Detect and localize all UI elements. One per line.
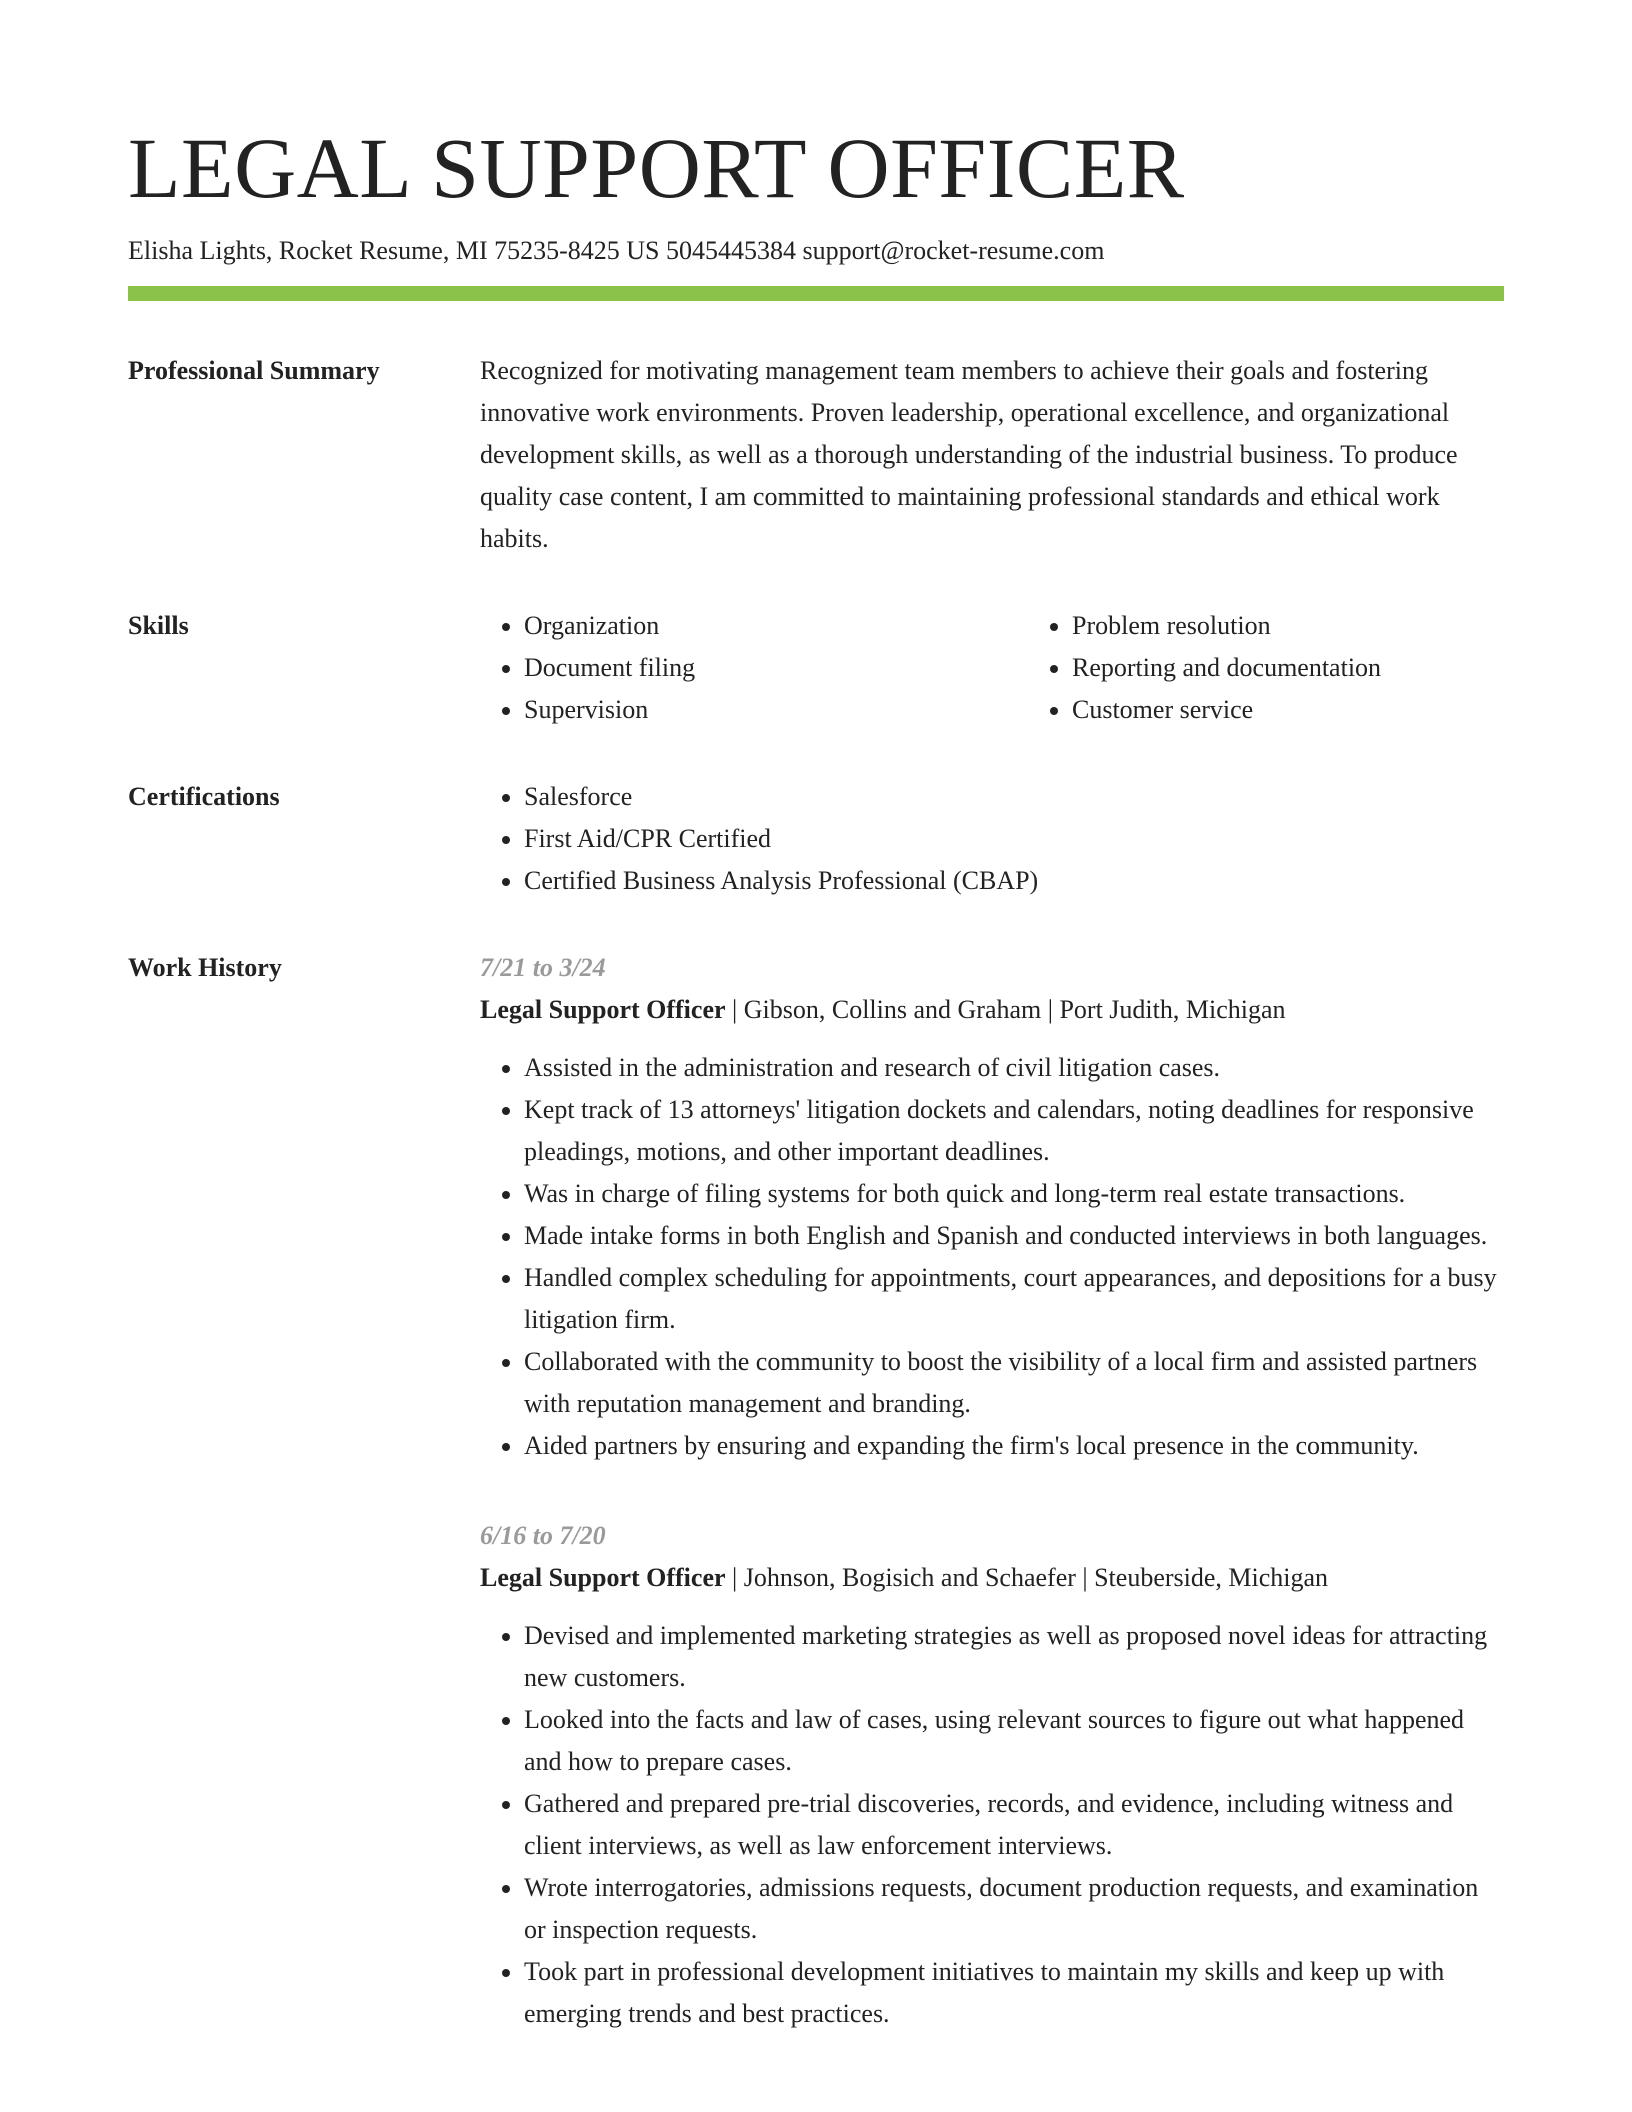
- job-bullet: • Handled complex scheduling for appointments, court appearances, and depositions for a busy litigation firm.: [524, 1257, 1504, 1341]
- skill-item: • Organization: [524, 605, 1028, 647]
- skills-list-right: [1028, 605, 1576, 731]
- certifications-content: [480, 776, 1504, 902]
- certification-item: • First Aid/CPR Certified: [524, 818, 1504, 860]
- job-bullet: • Took part in professional development initiatives to maintain my skills and keep up with emerging trends and best practices.: [524, 1951, 1504, 2035]
- job-bullet: • Kept track of 13 attorneys' litigation dockets and calendars, noting deadlines for responsive pleadings, motions, and other important deadlines.: [524, 1089, 1504, 1173]
- section-label: Skills: [128, 611, 189, 640]
- section-label: Certifications: [128, 782, 280, 811]
- certifications-section: [128, 779, 1504, 902]
- certification-item: • Certified Business Analysis Professional (CBAP): [524, 860, 1504, 902]
- job-details: | Johnson, Bogisich and Schaefer | Steuberside, Michigan: [725, 1563, 1329, 1592]
- resume-title: LEGAL SUPPORT OFFICER: [128, 120, 1185, 216]
- job-entry: [480, 947, 1504, 1467]
- job-title: Legal Support Officer: [480, 1563, 726, 1592]
- resume-page: [128, 0, 1504, 2035]
- skills-content: [480, 605, 1576, 731]
- summary-text: Recognized for motivating management team members to achieve their goals and fostering innovative work environments. Proven leadership, operational excellence, and organizational development skills, as well as a thorough understanding of the industrial business. To produce quality case content, I am committed to maintaining professional standards and ethical work habits.: [480, 356, 1458, 553]
- job-bullet: • Gathered and prepared pre-trial discoveries, records, and evidence, including witness and client interviews, as well as law enforcement interviews.: [524, 1783, 1504, 1867]
- summary-section: [128, 353, 1504, 560]
- skill-item: • Document filing: [524, 647, 1028, 689]
- job-bullet: • Made intake forms in both English and Spanish and conducted interviews in both languages.: [524, 1215, 1504, 1257]
- job-dates: 6/16 to 7/20: [480, 1521, 606, 1550]
- job-bullet: • Aided partners by ensuring and expanding the firm's local presence in the community.: [524, 1425, 1504, 1467]
- skill-item: • Customer service: [1072, 689, 1576, 731]
- section-label: Professional Summary: [128, 356, 380, 385]
- header-divider: [128, 286, 1504, 301]
- skills-section: [128, 608, 1504, 731]
- contact-line: Elisha Lights, Rocket Resume, MI 75235-8425 US 5045445384 support@rocket-resume.com: [128, 236, 1105, 265]
- job-details: | Gibson, Collins and Graham | Port Judith, Michigan: [725, 995, 1286, 1024]
- work-history-content: [480, 947, 1504, 2035]
- job-bullets: [480, 1047, 1504, 1467]
- job-bullets: [480, 1615, 1504, 2035]
- job-bullet: • Was in charge of filing systems for both quick and long-term real estate transactions.: [524, 1173, 1504, 1215]
- skills-list-left: [480, 605, 1028, 731]
- job-bullet: • Collaborated with the community to boost the visibility of a local firm and assisted partners with reputation management and branding.: [524, 1341, 1504, 1425]
- skill-item: • Reporting and documentation: [1072, 647, 1576, 689]
- job-bullet: • Wrote interrogatories, admissions requests, document production requests, and examination or inspection requests.: [524, 1867, 1504, 1951]
- certifications-list: [480, 776, 1504, 902]
- job-role-line: [480, 1557, 1504, 1599]
- work-history-section: [128, 950, 1504, 2035]
- job-role-line: [480, 989, 1504, 1031]
- job-bullet: • Assisted in the administration and research of civil litigation cases.: [524, 1047, 1504, 1089]
- skill-item: • Problem resolution: [1072, 605, 1576, 647]
- job-dates: 7/21 to 3/24: [480, 953, 606, 982]
- job-bullet: • Looked into the facts and law of cases, using relevant sources to figure out what happened and how to prepare cases.: [524, 1699, 1504, 1783]
- skill-item: • Supervision: [524, 689, 1028, 731]
- job-bullet: • Devised and implemented marketing strategies as well as proposed novel ideas for attracting new customers.: [524, 1615, 1504, 1699]
- job-entry: [480, 1515, 1504, 2035]
- job-title: Legal Support Officer: [480, 995, 726, 1024]
- certification-item: • Salesforce: [524, 776, 1504, 818]
- summary-content: [480, 350, 1504, 560]
- section-label: Work History: [128, 953, 282, 982]
